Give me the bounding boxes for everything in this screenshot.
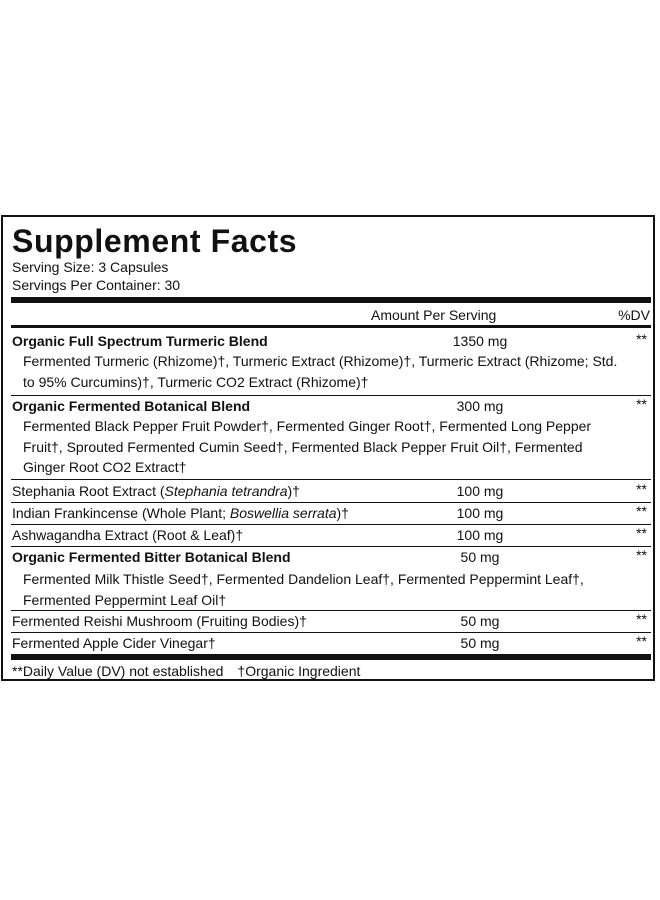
nutrient-name: Organic Fermented Bitter Botanical Blend [12, 549, 291, 565]
nutrient-name: Organic Full Spectrum Turmeric Blend [12, 333, 268, 349]
nutrient-amount: 50 mg [460, 635, 500, 651]
nutrient-name: Ashwagandha Extract (Root & Leaf)† [12, 527, 244, 543]
nutrient-name: Indian Frankincense (Whole Plant; Boswellia serrata)† [12, 505, 349, 521]
nutrient-dv: ** [636, 503, 647, 519]
serving-size: Serving Size: 3 Capsules [12, 259, 169, 275]
nutrient-name: Organic Fermented Botanical Blend [12, 398, 251, 414]
nutrient-name: Fermented Apple Cider Vinegar† [12, 635, 216, 651]
nutrient-dv: ** [636, 633, 647, 649]
nutrient-amount: 100 mg [456, 483, 504, 499]
supplement-facts-panel [1, 215, 655, 681]
nutrient-name: Fermented Reishi Mushroom (Fruiting Bodies)† [12, 613, 307, 629]
blend-ingredients: Fermented Turmeric (Rhizome)†, Turmeric Extract (Rhizome)†, Turmeric Extract (Rhizome; Std. to 95% Curcumins)†, Turmeric CO2 Extract (Rhizome)† [23, 353, 618, 390]
panel-title: Supplement Facts [12, 223, 298, 259]
nutrient-amount: 100 mg [456, 505, 504, 521]
header-amount-per-serving: Amount Per Serving [371, 307, 497, 323]
nutrient-dv: ** [636, 547, 647, 563]
header-divider [11, 325, 651, 328]
organic-footnote: †Organic Ingredient [237, 663, 361, 679]
nutrient-dv: ** [636, 481, 647, 497]
thick-divider [11, 297, 651, 303]
nutrient-amount: 100 mg [456, 527, 504, 543]
nutrient-amount: 300 mg [456, 398, 504, 414]
nutrient-amount: 50 mg [460, 613, 500, 629]
header-percent-dv: %DV [618, 307, 650, 323]
nutrient-dv: ** [636, 525, 647, 541]
servings-per-container: Servings Per Container: 30 [12, 277, 181, 293]
blend-ingredients: Fermented Milk Thistle Seed†, Fermented Dandelion Leaf†, Fermented Peppermint Leaf†, Fermented Peppermint Leaf Oil† [23, 571, 584, 608]
row-divider [11, 479, 651, 480]
nutrient-amount: 1350 mg [452, 333, 508, 349]
blend-ingredients: Fermented Black Pepper Fruit Powder†, Fermented Ginger Root†, Fermented Long Pepper Fruit†, Sprouted Fermented Cumin Seed†, Fermented Black Pepper Fruit Oil†, Fermented Ginger Root CO2 Extract† [23, 418, 592, 475]
nutrient-name: Stephania Root Extract (Stephania tetrandra)† [12, 483, 300, 499]
nutrient-dv: ** [636, 611, 647, 627]
dv-footnote: **Daily Value (DV) not established [12, 663, 224, 679]
nutrient-amount: 50 mg [460, 549, 500, 565]
nutrient-dv: ** [636, 396, 647, 412]
footnotes [12, 663, 360, 680]
thick-divider [11, 654, 651, 660]
nutrient-dv: ** [636, 331, 647, 347]
